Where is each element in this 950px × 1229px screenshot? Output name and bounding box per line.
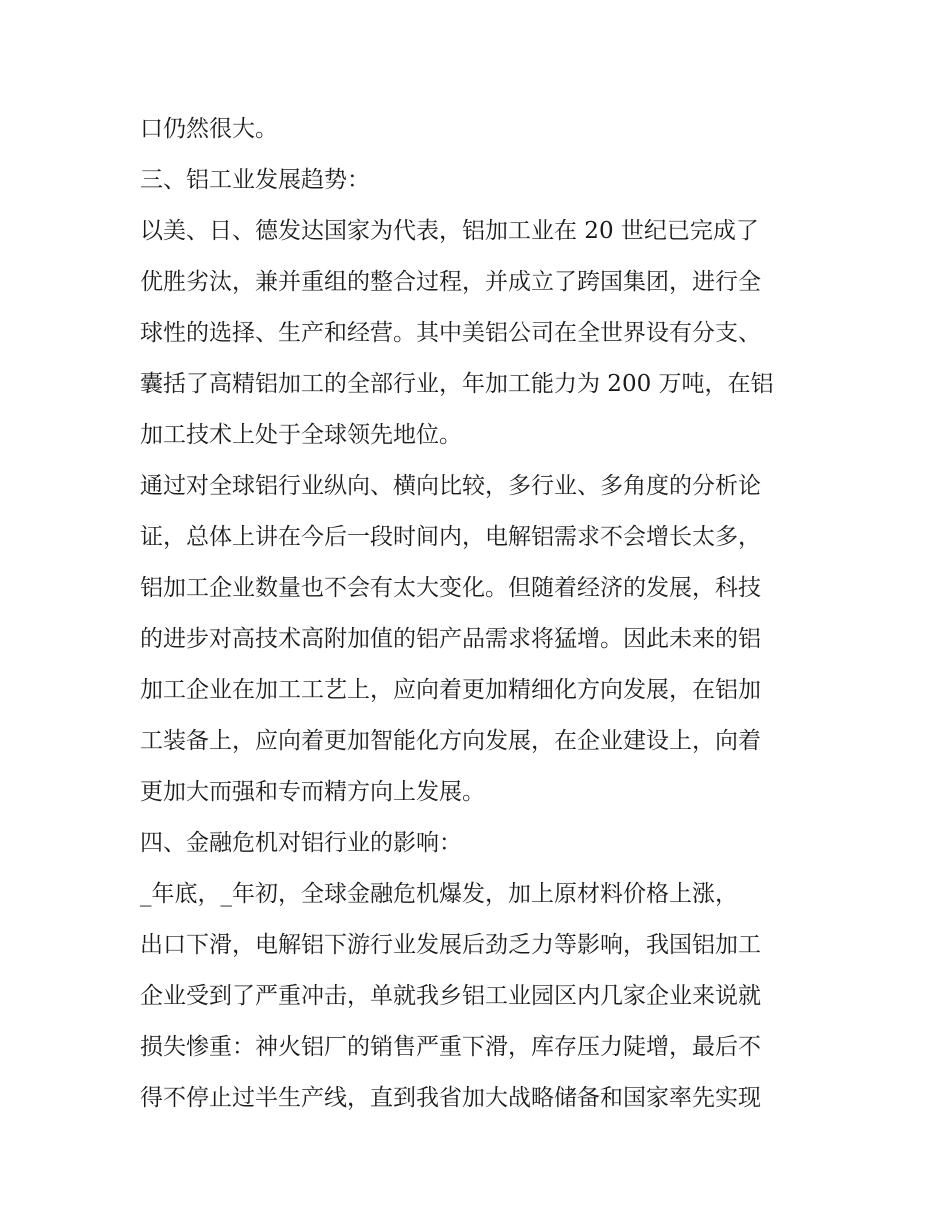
section-heading: 三、铝工业发展趋势： xyxy=(140,167,370,193)
text-line: 以美、日、德发达国家为代表，铝加工业在 20 世纪已完成了 xyxy=(140,218,759,244)
text-line: 出口下滑，电解铝下游行业发展后劲乏力等影响，我国铝加工 xyxy=(140,932,761,958)
text-line: 更加大而强和专而精方向上发展。 xyxy=(140,779,485,805)
text-line: 加工技术上处于全球领先地位。 xyxy=(140,422,462,448)
text-line: 证，总体上讲在今后一段时间内，电解铝需求不会增长太多， xyxy=(140,524,761,550)
text-line: 得不停止过半生产线，直到我省加大战略储备和国家率先实现 xyxy=(140,1085,761,1111)
text-line: 的进步对高技术高附加值的铝产品需求将猛增。因此未来的铝 xyxy=(140,626,761,652)
text-line: 铝加工企业数量也不会有太大变化。但随着经济的发展，科技 xyxy=(140,575,761,601)
text-line: 损失惨重：神火铝厂的销售严重下滑，库存压力陡增，最后不 xyxy=(140,1034,761,1060)
text-line: 囊括了高精铝加工的全部行业，年加工能力为 200 万吨，在铝 xyxy=(140,371,774,397)
section-heading: 四、金融危机对铝行业的影响： xyxy=(140,830,462,856)
text-line: 球性的选择、生产和经营。其中美铝公司在全世界设有分支、 xyxy=(140,320,761,346)
text-line: 优胜劣汰，兼并重组的整合过程，并成立了跨国集团，进行全 xyxy=(140,269,761,295)
text-line: 通过对全球铝行业纵向、横向比较，多行业、多角度的分析论 xyxy=(140,473,761,499)
text-line: 工装备上，应向着更加智能化方向发展，在企业建设上，向着 xyxy=(140,728,761,754)
text-line: 企业受到了严重冲击，单就我乡铝工业园区内几家企业来说就 xyxy=(140,983,761,1009)
text-line: 口仍然很大。 xyxy=(140,116,278,142)
text-line: _年底，_年初，全球金融危机爆发，加上原材料价格上涨， xyxy=(140,881,738,907)
text-line: 加工企业在加工工艺上，应向着更加精细化方向发展，在铝加 xyxy=(140,677,761,703)
